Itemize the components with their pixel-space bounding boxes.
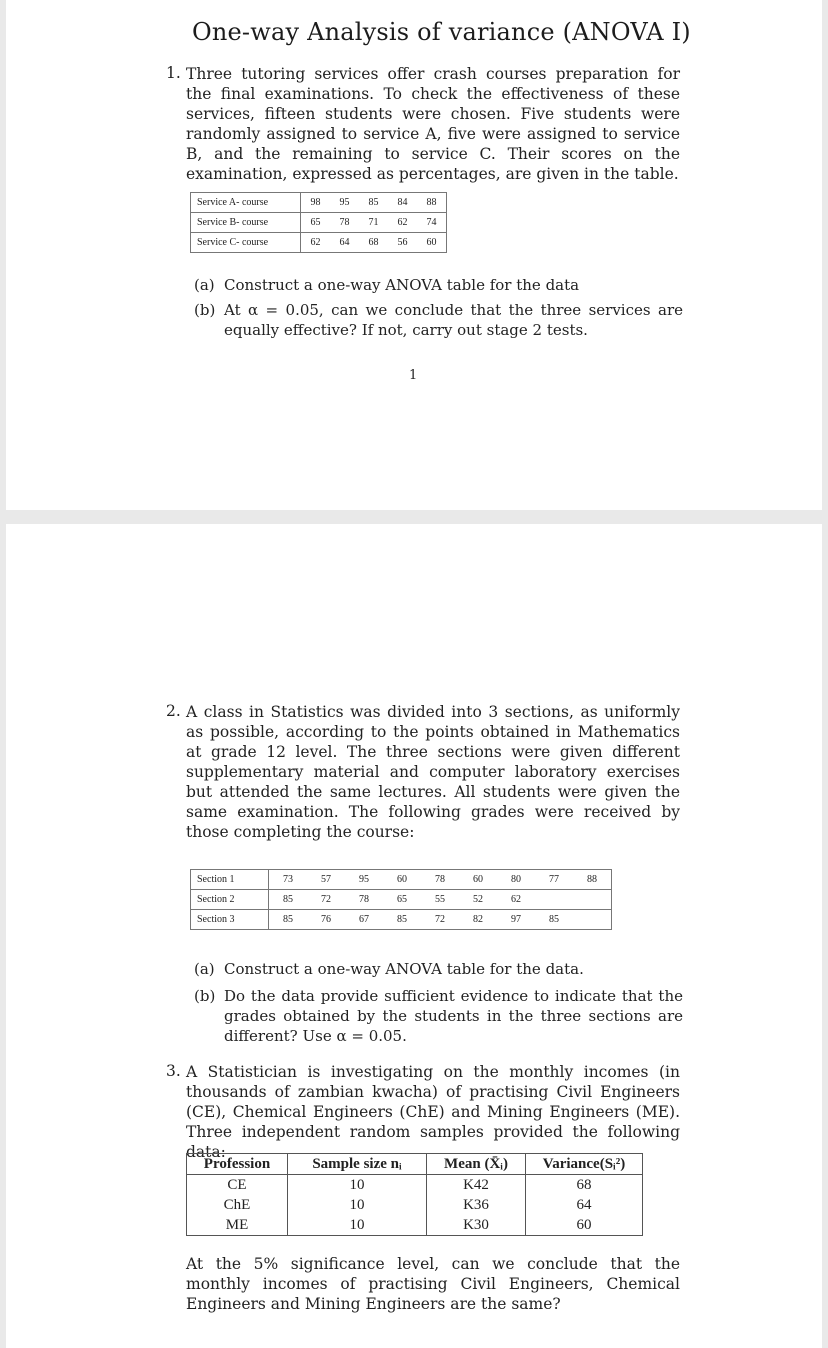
table-cell: 62	[301, 233, 331, 253]
part-a-text: Construct a one-way ANOVA table for the data.	[224, 960, 584, 978]
table-cell: K36	[427, 1195, 526, 1215]
table-cell: 62	[497, 890, 535, 910]
table-cell: 95	[345, 870, 383, 890]
document-page-1	[6, 0, 822, 510]
table-cell: 68	[359, 233, 388, 253]
table-cell: 74	[417, 213, 447, 233]
table-cell: 65	[301, 213, 331, 233]
table-cell: 97	[497, 910, 535, 930]
part-a-tag: (a)	[194, 960, 215, 978]
row-label: Section 1	[191, 870, 269, 890]
table-cell: 98	[301, 193, 331, 213]
table-cell: 60	[417, 233, 447, 253]
table-row	[191, 193, 447, 213]
table-cell: 10	[288, 1195, 427, 1215]
table-cell: 67	[345, 910, 383, 930]
table-cell: 85	[535, 910, 573, 930]
table-cell: 85	[269, 890, 308, 910]
table-cell: 85	[383, 910, 421, 930]
question-3-text: A Statistician is investigating on the monthly incomes (in thousands of zambian kwacha) of practising Civil Engineers (CE), Chemical Engineers (ChE) and Mining Engineers (ME). Three independent random samples provided the following data:	[186, 1063, 680, 1161]
table-cell: 71	[359, 213, 388, 233]
table-cell: 88	[417, 193, 447, 213]
table-cell: 62	[388, 213, 417, 233]
table-cell: 78	[330, 213, 359, 233]
table-cell: 84	[388, 193, 417, 213]
question-1-text: Three tutoring services offer crash courses preparation for the final examinations. To check the effectiveness of these services, fifteen students were chosen. Five students were randomly assigned to service A, five were assigned to service B, and the remaining to service C. Their scores on the examination, expressed as percentages, are given in the table.	[186, 65, 680, 183]
table-cell: ChE	[187, 1195, 288, 1215]
table-cell	[573, 890, 612, 910]
row-label: Section 2	[191, 890, 269, 910]
table-cell: 64	[526, 1195, 643, 1215]
question-3-number: 3.	[166, 1062, 181, 1080]
row-label: Service A- course	[191, 193, 301, 213]
table-cell: 85	[269, 910, 308, 930]
question-2-text: A class in Statistics was divided into 3 sections, as uniformly as possible, according to the points obtained in Mathematics at grade 12 level. The three sections were given different supplementary material and computer laboratory exercises but attended the same lectures. All students were given the same examination. The following grades were received by those completing the course:	[186, 703, 680, 841]
table-cell: 72	[307, 890, 345, 910]
table-row	[191, 213, 447, 233]
table-cell: 65	[383, 890, 421, 910]
table-cell: 57	[307, 870, 345, 890]
table-cell: 78	[345, 890, 383, 910]
part-a-tag: (a)	[194, 276, 215, 294]
question-2-number: 2.	[166, 702, 181, 720]
page-title: One-way Analysis of variance (ANOVA I)	[192, 18, 691, 46]
table-cell: 55	[421, 890, 459, 910]
column-header: Variance(Sᵢ²)	[526, 1154, 643, 1175]
table-cell: ME	[187, 1215, 288, 1236]
table-cell: 64	[330, 233, 359, 253]
table-cell: 10	[288, 1175, 427, 1196]
table-cell: K30	[427, 1215, 526, 1236]
table-cell: 82	[459, 910, 497, 930]
table-cell: 60	[383, 870, 421, 890]
table-cell: 77	[535, 870, 573, 890]
question-3-closing: At the 5% significance level, can we conclude that the monthly incomes of practising Civil Engineers, Chemical Engineers and Mining Engineers are the same?	[186, 1255, 680, 1313]
table-cell: 68	[526, 1175, 643, 1196]
page-number: 1	[409, 368, 418, 383]
table-cell: 60	[459, 870, 497, 890]
table-cell: 78	[421, 870, 459, 890]
row-label: Service B- course	[191, 213, 301, 233]
question-1-number: 1.	[166, 64, 181, 82]
table-row	[191, 870, 612, 890]
table-cell: 56	[388, 233, 417, 253]
part-a-text: Construct a one-way ANOVA table for the data	[224, 276, 580, 294]
part-b-tag: (b)	[194, 987, 216, 1005]
table-row	[191, 233, 447, 253]
table-row	[191, 890, 612, 910]
part-b-text: At α = 0.05, can we conclude that the three services are equally effective? If not, carry out stage 2 tests.	[224, 301, 683, 339]
part-b-text: Do the data provide sufficient evidence to indicate that the grades obtained by the students in the three sections are different? Use α = 0.05.	[224, 987, 683, 1045]
table-row	[187, 1215, 643, 1236]
income-table	[186, 1153, 643, 1236]
column-header: Profession	[187, 1154, 288, 1175]
service-scores-table	[190, 192, 447, 253]
table-cell: 88	[573, 870, 612, 890]
table-cell: 60	[526, 1215, 643, 1236]
table-cell: 85	[359, 193, 388, 213]
table-cell: CE	[187, 1175, 288, 1196]
part-b-tag: (b)	[194, 301, 216, 319]
document-page-2	[6, 524, 822, 1348]
table-cell: 80	[497, 870, 535, 890]
row-label: Service C- course	[191, 233, 301, 253]
table-cell	[535, 890, 573, 910]
column-header: Mean (X̄ᵢ)	[427, 1154, 526, 1175]
table-cell: 76	[307, 910, 345, 930]
table-row	[187, 1175, 643, 1196]
row-label: Section 3	[191, 910, 269, 930]
section-grades-table	[190, 869, 612, 930]
table-cell: 73	[269, 870, 308, 890]
table-row	[191, 910, 612, 930]
table-cell: K42	[427, 1175, 526, 1196]
table-cell	[573, 910, 612, 930]
table-cell: 72	[421, 910, 459, 930]
table-cell: 52	[459, 890, 497, 910]
table-row	[187, 1195, 643, 1215]
column-header: Sample size nᵢ	[288, 1154, 427, 1175]
table-cell: 95	[330, 193, 359, 213]
table-cell: 10	[288, 1215, 427, 1236]
